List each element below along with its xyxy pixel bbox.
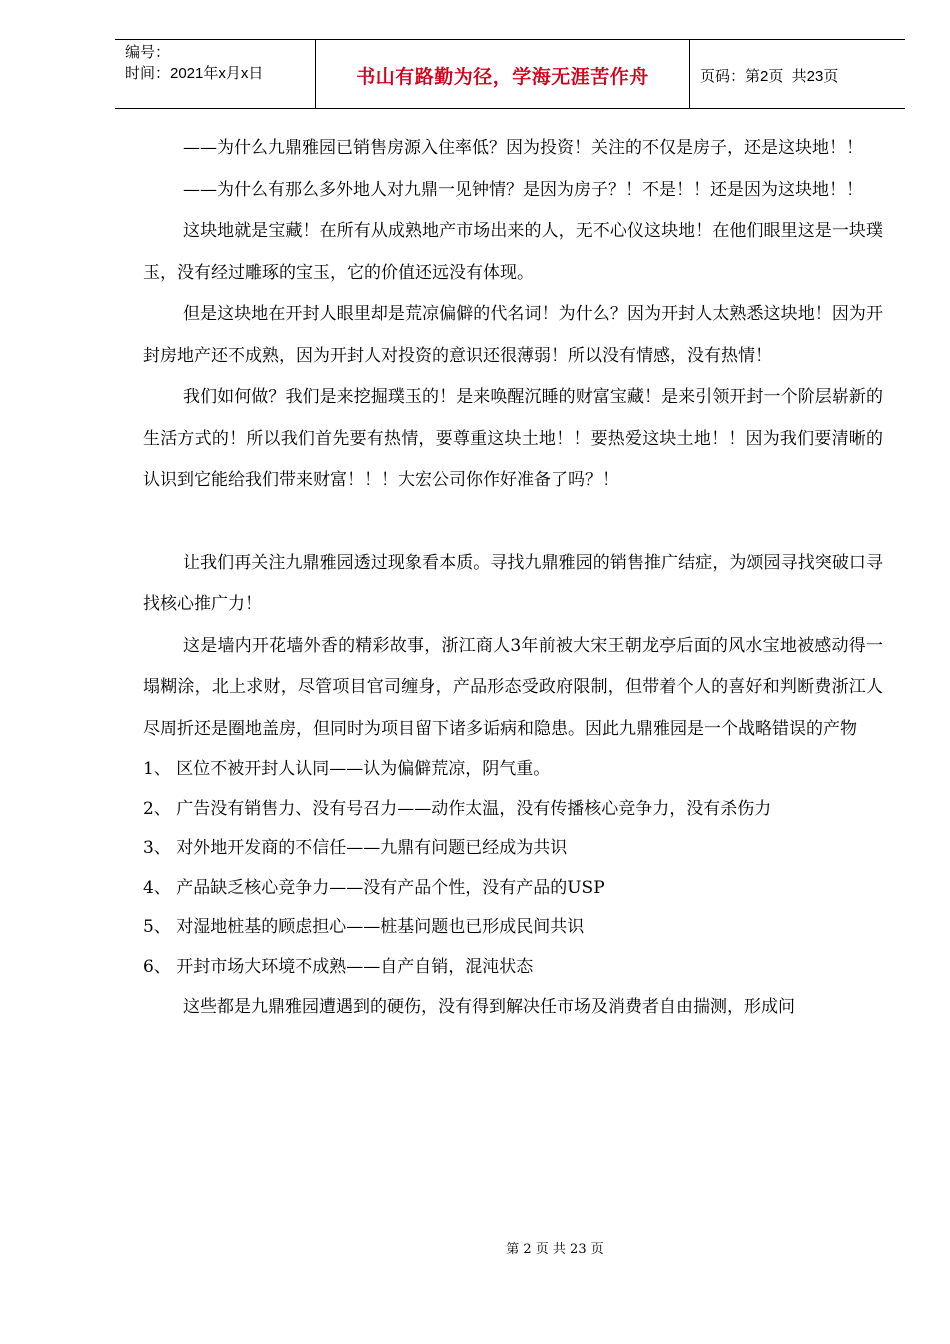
paragraph: 这是墙内开花墙外香的精彩故事，浙江商人3年前被大宋王朝龙亭后面的风水宝地被感动得一塌糊涂，北上求财，尽管项目官司缠身，产品形态受政府限制，但带着个人的喜好和判断费浙江人尽周折还是圈地盖房，但同时为项目留下诸多诟病和隐患。因此九鼎雅园是一个战略错误的产物 xyxy=(143,635,883,739)
list-item: 2、 广告没有销售力、没有号召力——动作太温，没有传播核心竞争力，没有杀伤力 xyxy=(143,798,772,819)
paragraph: 让我们再关注九鼎雅园透过现象看本质。寻找九鼎雅园的销售推广结症，为颂园寻找突破口寻找核心推广力！ xyxy=(143,552,883,614)
page-header xyxy=(115,39,905,109)
paragraph: 我们如何做？我们是来挖掘璞玉的！是来唤醒沉睡的财富宝藏！是来引领开封一个阶层崭新的生活方式的！所以我们首先要有热情，要尊重这块土地！！要热爱这块土地！！因为我们要清晰的认识到它能给我们带来财富！！！大宏公司你作好准备了吗？！ xyxy=(143,387,883,490)
paragraph: 但是这块地在开封人眼里却是荒凉偏僻的代名词！为什么？因为开封人太熟悉这块地！因为开封房地产还不成熟，因为开封人对投资的意识还很薄弱！所以没有情感，没有热情！ xyxy=(143,304,883,366)
document-time-label: 时间：2021年x月x日 xyxy=(125,65,264,82)
list-item: 6、 开封市场大环境不成熟——自产自销，混沌状态 xyxy=(143,956,534,977)
header-meta xyxy=(115,40,315,108)
header-motto-cell xyxy=(315,40,690,108)
paragraph: ——为什么九鼎雅园已销售房源入住率低？因为投资！关注的不仅是房子，还是这块地！！ xyxy=(183,138,863,158)
list-item: 1、 区位不被开封人认同——认为偏僻荒凉，阴气重。 xyxy=(143,759,551,779)
header-motto: 书山有路勤为径，学海无涯苦作舟 xyxy=(356,66,649,88)
header-page-info: 页码：第2页 共23页 xyxy=(700,68,839,85)
list-item: 4、 产品缺乏核心竞争力——没有产品个性，没有产品的USP xyxy=(143,877,605,898)
page-footer: 第 2 页 共 23 页 xyxy=(506,1242,604,1257)
paragraph-spacer xyxy=(143,502,883,543)
header-page-cell xyxy=(690,40,905,108)
list-item: 5、 对湿地桩基的顾虑担心——桩基问题也已形成民间共识 xyxy=(143,917,585,937)
paragraph: 这块地就是宝藏！在所有从成熟地产市场出来的人，无不心仪这块地！在他们眼里这是一块璞玉，没有经过雕琢的宝玉，它的价值还远没有体现。 xyxy=(143,221,883,283)
paragraph: ——为什么有那么多外地人对九鼎一见钟情？是因为房子？！不是！！还是因为这块地！！ xyxy=(183,179,863,200)
document-number-label: 编号： xyxy=(125,44,171,61)
document-body xyxy=(143,128,883,1029)
list-item: 3、 对外地开发商的不信任——九鼎有问题已经成为共识 xyxy=(143,838,568,858)
closing-paragraph: 这些都是九鼎雅园遭遇到的硬伤，没有得到解决任市场及消费者自由揣测，形成问 xyxy=(183,997,795,1017)
